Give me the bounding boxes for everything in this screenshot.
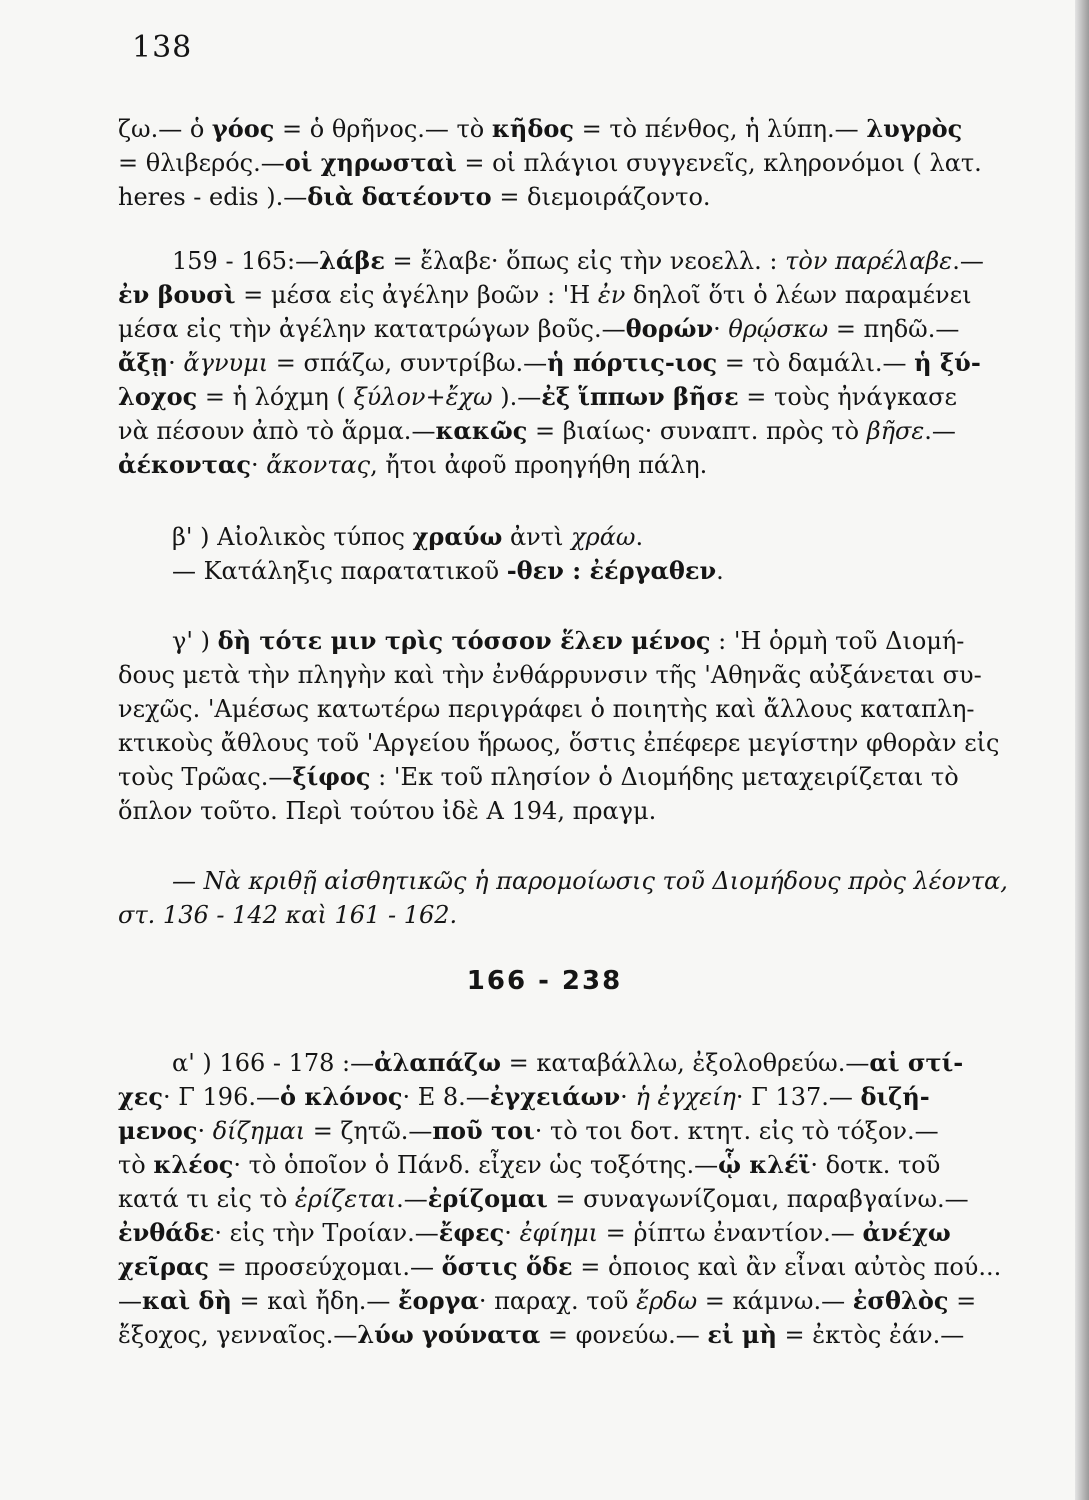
page-edge-shadow (1075, 0, 1089, 1500)
text-line: δους μετὰ τὴν πληγὴν καὶ τὴν ἐνθάρρυνσιν τῆς 'Αθηνᾶς αὐξάνεται συ- (118, 661, 982, 689)
text-line: μέσα εἰς τὴν ἀγέλην κατατρώγων βοῦς.—θορών· θρῴσκω = πηδῶ.— (118, 314, 960, 343)
text-line: ἐνθάδε· εἰς τὴν Τροίαν.—ἔφες· ἐφίημι = ῥίπτω ἐναντίον.— ἀνέχω (118, 1218, 951, 1247)
text-line: ἐν βουσὶ = μέσα εἰς ἀγέλην βοῶν : 'Η ἐν δηλοῖ ὅτι ὁ λέων παραμένει (118, 280, 972, 309)
text-line: λοχος = ἡ λόχμη ( ξύλον+ἔχω ).—ἐξ ἵππων βῆσε = τοὺς ἠνάγκασε (118, 382, 957, 411)
text-line: β' ) Αἰολικὸς τύπος χραύω ἀντὶ χράω. (172, 522, 644, 551)
text-line: ἔξοχος, γενναῖος.—λύω γούνατα = φονεύω.— εἰ μὴ = ἐκτὸς ἐάν.— (118, 1320, 965, 1349)
text-line: κατά τι εἰς τὸ ἐρίζεται.—ἐρίζομαι = συναγωνίζομαι, παραβγαίνω.— (118, 1184, 969, 1213)
text-line: γ' ) δὴ τότε μιν τρὶς τόσσον ἕλεν μένος : 'Η ὁρμὴ τοῦ Διομή- (172, 626, 965, 655)
text-line: χες· Γ 196.—ὁ κλόνος· Ε 8.—ἐγχειάων· ἡ ἐγχείη· Γ 137.— διζή- (118, 1082, 930, 1111)
text-line: νεχῶς. 'Αμέσως κατωτέρω περιγράφει ὁ ποιητὴς καὶ ἄλλους καταπλη- (118, 695, 975, 723)
text-line: κτικοὺς ἄθλους τοῦ 'Αργείου ἥρωος, ὅστις ἐπέφερε μεγίστην φθορὰν εἰς (118, 729, 1000, 757)
text-line: heres - edis ).—διὰ δατέοντο = διεμοιράζοντο. (118, 182, 711, 211)
section-heading: 166 - 238 (466, 966, 623, 996)
text-line: τοὺς Τρῶας.—ξίφος : 'Εκ τοῦ πλησίον ὁ Διομήδης μεταχειρίζεται τὸ (118, 762, 959, 791)
text-line: ἄξῃ· ἄγνυμι = σπάζω, συντρίβω.—ἡ πόρτις-ιος = τὸ δαμάλι.— ἡ ξύ- (118, 348, 981, 377)
text-line: — Κατάληξις παρατατικοῦ -θεν : ἐέργαθεν. (172, 556, 724, 585)
text-line: ὅπλον τοῦτο. Περὶ τούτου ἰδὲ Α 194, πραγμ. (118, 797, 657, 825)
text-line: 159 - 165:—λάβε = ἔλαβε· ὅπως εἰς τὴν νεοελλ. : τὸν παρέλαβε.— (172, 246, 984, 275)
text-line: στ. 136 - 142 καὶ 161 - 162. (118, 901, 458, 929)
text-line: —καὶ δὴ = καὶ ἤδη.— ἔοργα· παραχ. τοῦ ἔρδω = κάμνω.— ἐσθλὸς = (118, 1286, 977, 1315)
text-line: α' ) 166 - 178 :—ἀλαπάζω = καταβάλλω, ἐξολοθρεύω.—αἱ στί- (172, 1048, 964, 1077)
text-line: χεῖρας = προσεύχομαι.— ὅστις ὅδε = ὁποιος καὶ ἂν εἶναι αὐτὸς πού... (118, 1252, 1002, 1281)
page-number: 138 (132, 30, 193, 65)
text-line: = θλιβερός.—οἱ χηρωσταὶ = οἱ πλάγιοι συγγενεῖς, κληρονόμοι ( λατ. (118, 148, 982, 177)
text-line: ζω.— ὁ γόος = ὁ θρῆνος.— τὸ κῆδος = τὸ πένθος, ἡ λύπη.— λυγρὸς (118, 114, 963, 143)
text-line: — Νὰ κριθῇ αἰσθητικῶς ἡ παρομοίωσις τοῦ Διομήδους πρὸς λέοντα, (172, 867, 1008, 895)
text-line: ἀέκοντας· ἄκοντας, ἤτοι ἀφοῦ προηγήθη πάλη. (118, 450, 708, 479)
text-line: νὰ πέσουν ἀπὸ τὸ ἅρμα.—κακῶς = βιαίως· συναπτ. πρὸς τὸ βῆσε.— (118, 416, 956, 445)
text-line: μενος· δίζημαι = ζητῶ.—ποῦ τοι· τὸ τοι δοτ. κτητ. εἰς τὸ τόξον.— (118, 1116, 939, 1145)
text-line: τὸ κλέος· τὸ ὁποῖον ὁ Πάνδ. εἶχεν ὡς τοξότης.—ᾧ κλέϊ· δοτκ. τοῦ (118, 1150, 941, 1179)
